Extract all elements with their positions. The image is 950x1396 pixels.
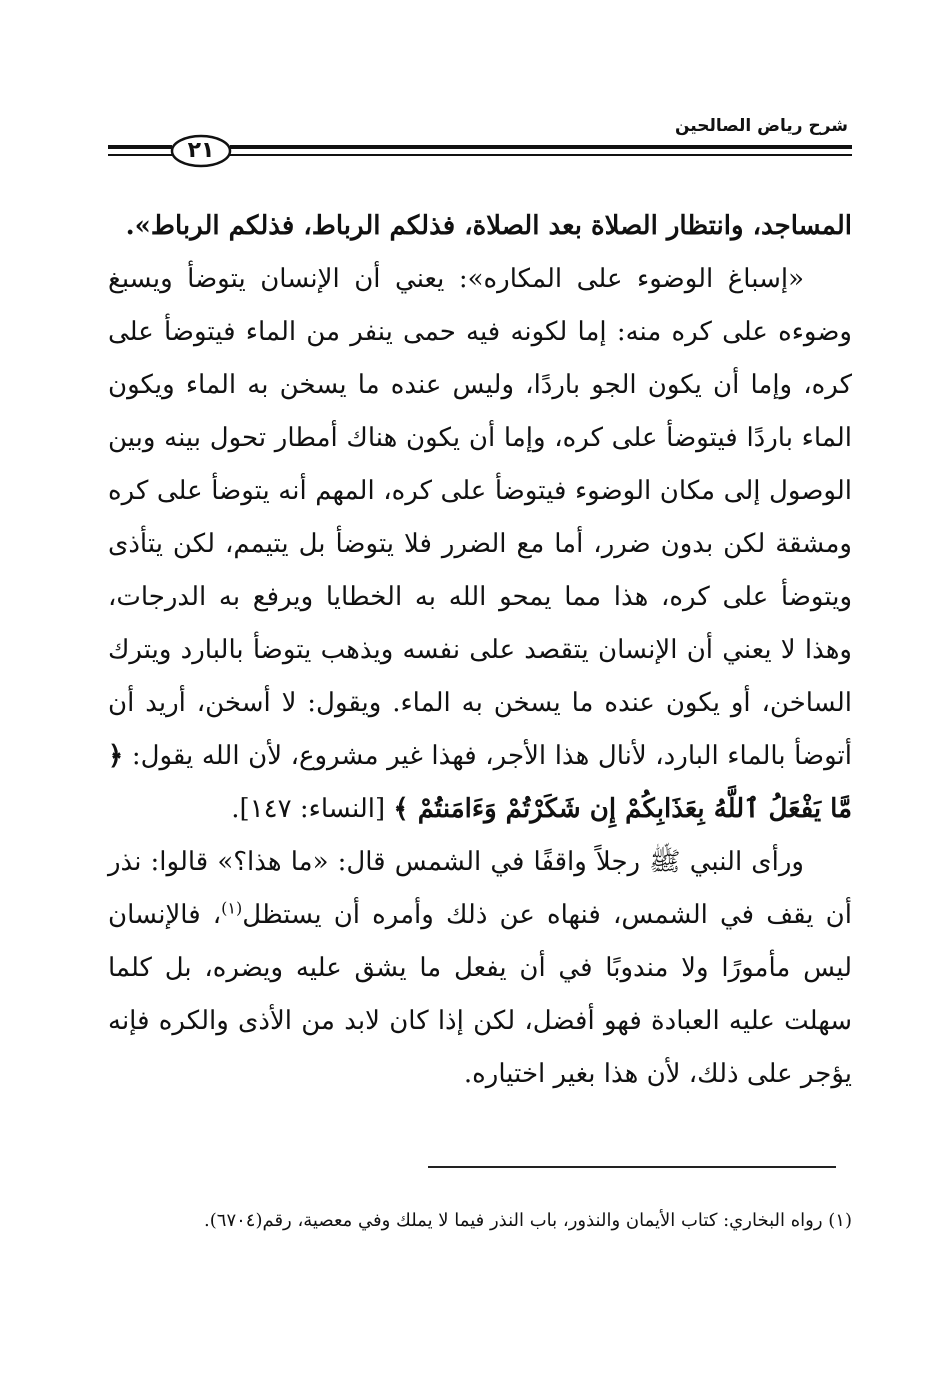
page-number: ٢١	[187, 138, 215, 163]
quran-verse: ﴿ مَّا يَفْعَلُ ٱللَّهُ بِعَذَابِكُمْ إِن شَكَرْتُمْ وَءَامَنتُمْ ﴾	[108, 741, 852, 824]
paragraph-2-text: : يعني أن الإنسان يتوضأ ويسبغ وضوءه على كره منه: إما لكونه فيه حمى ينفر من الماء فيتوضأ على كره، وإما أن يكون الجو باردًا، وليس عنده ما يسخن به الماء ويكون الماء باردًا فيتوضأ على كره، وإما أن يكون هناك أمطار تحول بينه وبين الوصول إلى مكان الوضوء فيتوضأ على كره، المهم أنه يتوضأ على كره ومشقة لكن بدون ضرر، أما مع الضرر فلا يتوضأ بل يتيمم، لكن يتأذى ويتوضأ على كره، هذا مما يمحو الله به الخطايا ويرفع به الدرجات، وهذا لا يعني أن الإنسان يتقصد على نفسه ويذهب يتوضأ بالبارد ويترك الساخن، أو يكون عنده ما يسخن به الماء. ويقول: لا أسخن، أريد أن أتوضأ بالماء البارد، لأنال هذا الأجر، فهذا غير مشروع، لأن الله يقول:	[108, 264, 853, 771]
footnote-marker: (١)	[221, 898, 243, 918]
paragraph-3-text-a: ورأى النبي ﷺ رجلاً واقفًا في الشمس قال: «ما هذا؟» قالوا: نذر أن يقف في الشمس، فنهاه عن ذلك وأمره أن يستظل	[108, 847, 853, 930]
running-header-title: شرح رياض الصالحين	[674, 116, 848, 136]
footnote-item-marker: (١)	[828, 1210, 852, 1231]
hadith-quote: «إسباغ الوضوء على المكاره»	[467, 264, 804, 294]
paragraph-3-text-b: ، فالإنسان ليس مأمورًا ولا مندوبًا في أن يفعل ما يشق عليه ويضره، بل كلما سهلت عليه العبادة فهو أفضل، لكن إذا كان لابد من الأذى والكره فإنه يؤجر على ذلك، لأن هذا بغير اختياره.	[108, 900, 852, 1089]
paragraph-1: المساجد، وانتظار الصلاة بعد الصلاة، فذلكم الرباط، فذلكم الرباط».	[125, 211, 852, 241]
paragraph-2	[108, 253, 852, 836]
footnotes	[108, 1204, 852, 1238]
footnote-separator	[428, 1166, 836, 1168]
footnote-item	[108, 1204, 852, 1238]
paragraph-3	[108, 836, 852, 1101]
footnote-item-text: رواه البخاري: كتاب الأيمان والنذور، باب النذر فيما لا يملك وفي معصية، رقم(٦٧٠٤).	[204, 1210, 823, 1231]
main-text	[108, 200, 852, 1101]
verse-reference: [النساء: ١٤٧].	[231, 794, 386, 824]
